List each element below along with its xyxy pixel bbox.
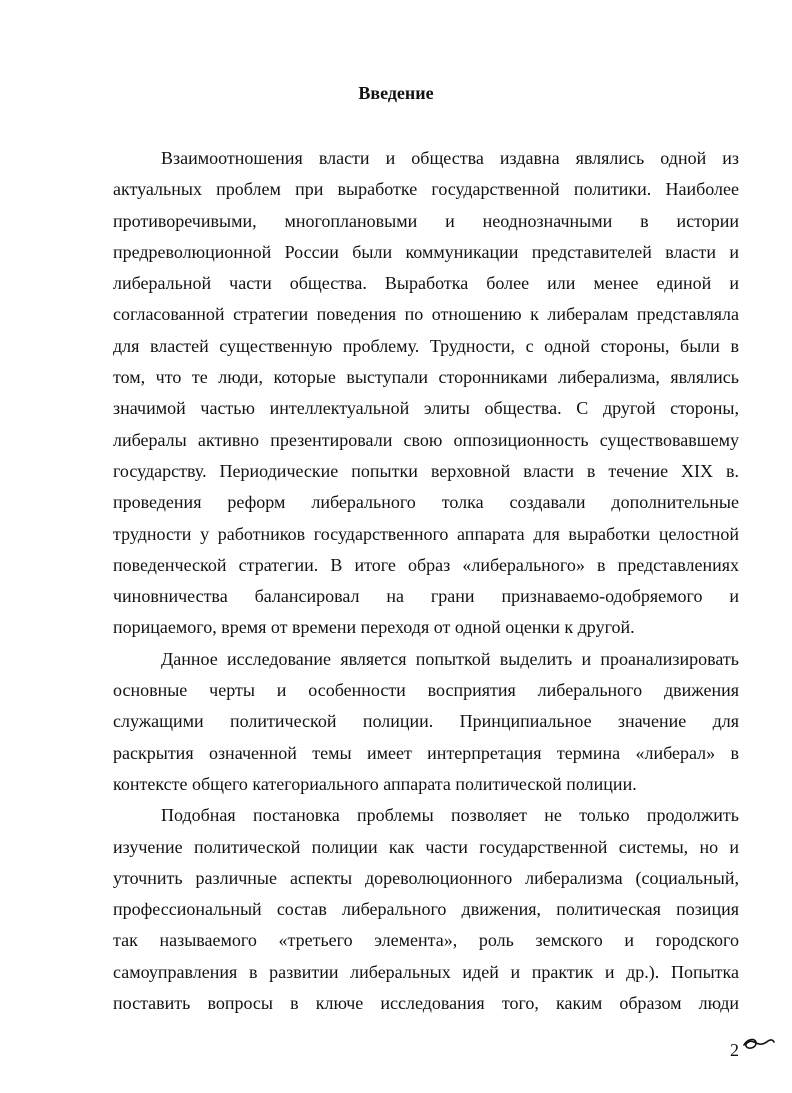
text-line: предреволюционной России были коммуникации представителей власти и: [113, 241, 739, 262]
text-line: поставить вопросы в ключе исследования того, каким образом люди: [113, 993, 739, 1014]
text-line: порицаемого, время от времени переходя от одной оценки к другой.: [113, 617, 635, 638]
text-line: так называемого «третьего элемента», роль земского и городского: [113, 930, 739, 951]
text-line: либералы активно презентировали свою оппозиционность существовавшему: [113, 429, 739, 450]
text-line: проведения реформ либерального толка создавали дополнительные: [113, 492, 739, 513]
text-line: самоуправления в развитии либеральных идей и практик и др.). Попытка: [113, 961, 739, 982]
text-line: изучение политической полиции как части государственной системы, но и: [113, 836, 739, 857]
text-line: Взаимоотношения власти и общества издавна являлись одной из: [161, 148, 739, 168]
text-line: контексте общего категориального аппарата политической полиции.: [113, 773, 637, 794]
paragraph-3: [113, 800, 739, 1019]
paragraph-2: [113, 644, 739, 800]
text-line: том, что те люди, которые выступали сторонниками либерализма, являлись: [113, 367, 739, 388]
text-line: противоречивыми, многоплановыми и неоднозначными в истории: [113, 210, 739, 231]
paragraph-1: [113, 143, 739, 644]
handwritten-mark-icon: [740, 1030, 776, 1054]
text-line: Данное исследование является попыткой выделить и проанализировать: [161, 648, 739, 669]
body-text: [113, 143, 739, 1019]
text-line: служащими политической полиции. Принципиальное значение для: [113, 711, 739, 732]
text-line: согласованной стратегии поведения по отношению к либералам представляла: [113, 304, 739, 325]
text-line: Подобная постановка проблемы позволяет не только продолжить: [161, 805, 739, 826]
text-line: основные черты и особенности восприятия либерального движения: [113, 680, 739, 701]
text-line: профессиональный состав либерального движения, политическая позиция: [113, 899, 739, 920]
page-title: Введение: [358, 83, 434, 103]
text-line: значимой частью интеллектуальной элиты общества. С другой стороны,: [113, 398, 739, 419]
text-line: раскрытия означенной темы имеет интерпретация термина «либерал» в: [113, 742, 739, 763]
text-line: либеральной части общества. Выработка более или менее единой и: [113, 273, 739, 294]
text-line: чиновничества балансировал на грани признаваемо-одобряемого и: [113, 586, 739, 607]
text-line: поведенческой стратегии. В итоге образ «либерального» в представлениях: [113, 554, 739, 575]
page-number: 2: [730, 1040, 739, 1060]
text-line: для властей существенную проблему. Трудности, с одной стороны, были в: [113, 335, 739, 356]
text-line: государству. Периодические попытки верховной власти в течение XIX в.: [113, 460, 739, 481]
text-line: уточнить различные аспекты дореволюционного либерализма (социальный,: [113, 867, 739, 888]
text-line: актуальных проблем при выработке государственной политики. Наиболее: [113, 179, 739, 200]
text-line: трудности у работников государственного аппарата для выработки целостной: [113, 523, 739, 544]
